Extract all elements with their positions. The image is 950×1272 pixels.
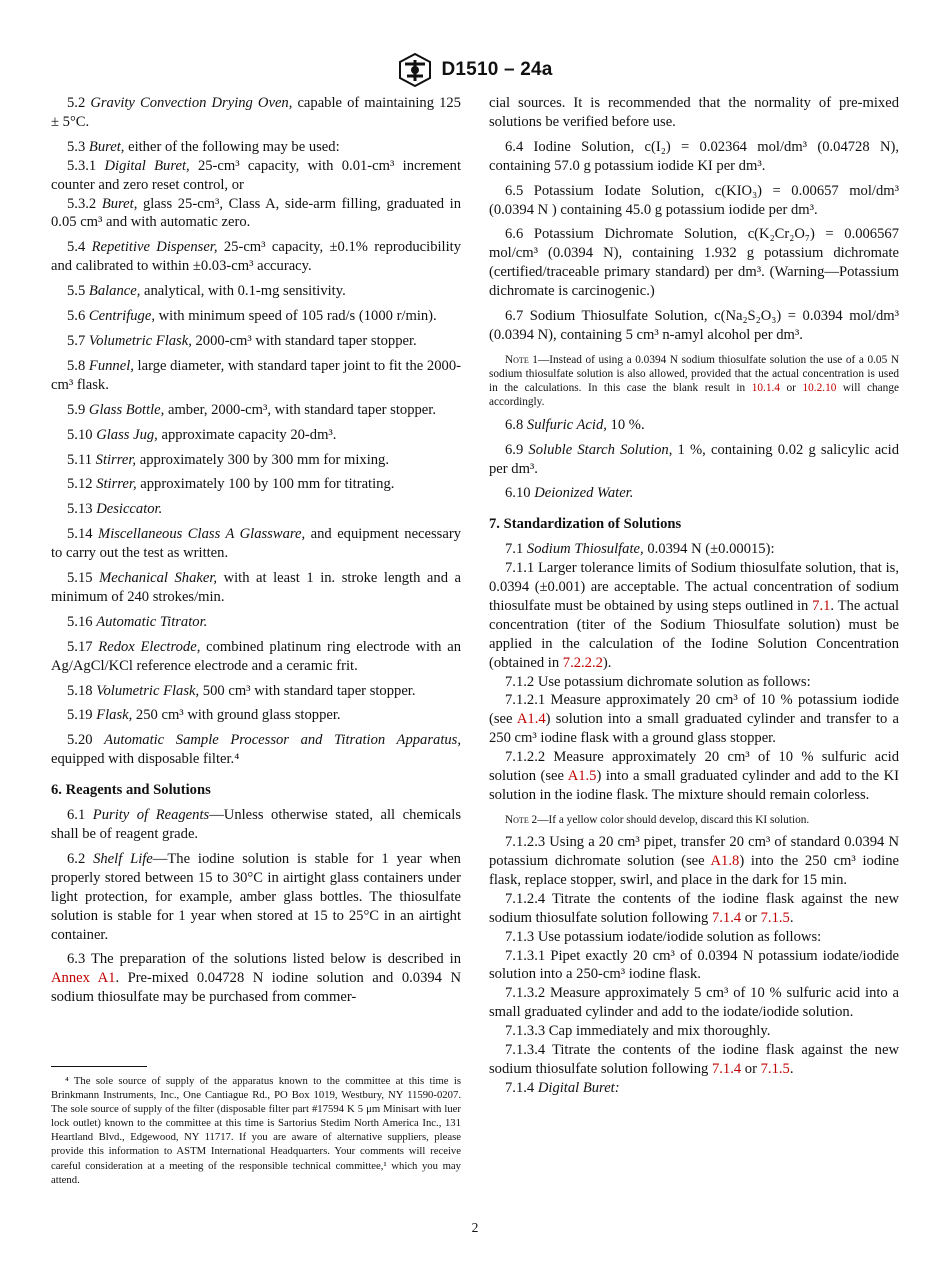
link-10-1-4[interactable]: 10.1.4: [751, 382, 780, 395]
para-6-7: 6.7 Sodium Thiosulfate Solution, c(Na₂S₂O₃) = 0.0394 mol/dm³ (0.0394 N), containing 5 cm³ n-amyl alcohol per dm³.: [489, 308, 899, 343]
page-number: 2: [471, 1220, 479, 1235]
para-6-5: 6.5 Potassium Iodate Solution, c(KIO₃) = 0.00657 mol/dm³ (0.0394 N ) containing 45.0 g potassium iodide per dm³.: [489, 182, 899, 218]
footnote-4: ⁴ The sole source of supply of the apparatus known to the committee at this time is Brinkmann Instruments, Inc., One Cantiague Rd., PO Box 1019, Westbury, NY 11590-0207. The sole source of supply of the filter (disposable filter part #17594 K 5 μm Minisart with luer lock outlet) known to the committee at this time is Sartorius Stedim North America Inc., 131 Heartland Blvd., Edgewood, NY 11717. If you are aware of alternative suppliers, please provide this information to ASTM International Headquarters. Your comments will receive careful consideration at a meeting of the responsible technical committee,¹ which you may attend.: [51, 1075, 461, 1186]
para-5-7: 5.7 Volumetric Flask, 2000-cm³ with standard taper stopper.: [67, 332, 417, 349]
link-7-1-5b[interactable]: 7.1.5: [760, 1060, 790, 1077]
link-a1-8[interactable]: A1.8: [710, 853, 740, 870]
para-7-1-3-3: 7.1.3.3 Cap immediately and mix thoroughly.: [505, 1023, 771, 1040]
para-5-6: 5.6 Centrifuge, with minimum speed of 105 rad/s (1000 r/min).: [67, 308, 437, 325]
para-5-12: 5.12 Stirrer, approximately 100 by 100 mm for titrating.: [67, 476, 395, 493]
link-7-1-4[interactable]: 7.1.4: [711, 909, 742, 926]
para-5-2: 5.2 Gravity Convection Drying Oven, capable of maintaining 125 ± 5°C.: [51, 95, 461, 130]
para-7-1: 7.1 Sodium Thiosulfate, 0.0394 N (±0.00015):: [505, 541, 775, 558]
para-6-4: 6.4 Iodine Solution, c(I₂) = 0.02364 mol/dm³ (0.04728 N), containing 57.0 g potassium iodide KI per dm³.: [489, 138, 899, 174]
link-7-1[interactable]: 7.1: [812, 597, 831, 614]
para-5-18: 5.18 Volumetric Flask, 500 cm³ with standard taper stopper.: [67, 682, 416, 699]
para-5-3-2: 5.3.2 Buret, glass 25-cm³, Class A, side-arm filling, graduated in 0.05 cm³ and with automatic zero.: [51, 195, 462, 231]
para-5-20: 5.20 Automatic Sample Processor and Titration Apparatus, equipped with disposable filter.⁴: [51, 732, 462, 768]
footnote-rule: [51, 1066, 147, 1067]
para-7-1-2-1: 7.1.2.1 Measure approximately 20 cm³ of 10 % potassium iodide (see A1.4) solution into a small graduated cylinder and transfer to a 250 cm³ iodine flask with a ground glass stopper.: [489, 692, 899, 747]
left-column: [51, 94, 461, 1013]
section-6-heading: 6. Reagents and Solutions: [51, 782, 211, 799]
link-a1-4[interactable]: A1.4: [516, 711, 546, 728]
para-5-14: 5.14 Miscellaneous Class A Glassware, and equipment necessary to carry out the test as written.: [51, 526, 461, 562]
para-7-1-3-4: 7.1.3.4 Titrate the contents of the iodine flask against the new sodium thiosulfate solution following 7.1.4 or 7.1.5.: [489, 1042, 899, 1077]
para-6-9: 6.9 Soluble Starch Solution, 1 %, containing 0.02 g salicylic acid per dm³.: [489, 441, 900, 477]
para-5-11: 5.11 Stirrer, approximately 300 by 300 mm for mixing.: [67, 451, 390, 468]
document-id: D1510 – 24a: [441, 59, 553, 80]
para-7-1-2-4: 7.1.2.4 Titrate the contents of the iodine flask against the new sodium thiosulfate solution following 7.1.4 or 7.1.5.: [489, 890, 899, 926]
para-6-2: 6.2 Shelf Life—The iodine solution is stable for 1 year when properly stored between 15 to 30°C in airtight glass containers under light protection, for example, amber glass bottles. The thiosulfate solution is stable for 1 year when stored at 15 to 25°C in an airtight container.: [51, 850, 461, 943]
para-5-4: 5.4 Repetitive Dispenser, 25-cm³ capacity, ±0.1% reproducibility and calibrated to within ±0.03-cm³ accuracy.: [51, 239, 462, 275]
para-7-1-3-2: 7.1.3.2 Measure approximately 5 cm³ of 10 % sulfuric acid into a small graduated cylinder and add to the iodate/iodide solution.: [489, 985, 899, 1021]
para-7-1-1: 7.1.1 Larger tolerance limits of Sodium thiosulfate solution, that is, 0.0394 (±0.001) are acceptable. The actual concentration of sodium thiosulfate must be obtained by using steps outlined in 7.1. The actual concentration (titer of the Sodium Thiosulfate solution) must be applied in the calculation of the Iodine Solution Concentration (obtained in 7.2.2.2).: [489, 560, 899, 671]
para-5-9: 5.9 Glass Bottle, amber, 2000-cm³, with standard taper stopper.: [67, 401, 436, 418]
para-6-6: 6.6 Potassium Dichromate Solution, c(K₂Cr₂O₇) = 0.006567 mol/cm³ (0.0394 N), containing 1.932 g potassium dichromate (certified/traceable primary standard) per dm³. (Warning—Potassium dichromate is carcinogenic.): [489, 226, 899, 300]
para-7-1-4: 7.1.4 Digital Buret:: [505, 1079, 620, 1096]
section-7-heading: 7. Standardization of Solutions: [489, 516, 682, 533]
para-7-1-2: 7.1.2 Use potassium dichromate solution as follows:: [505, 673, 811, 690]
para-6-1: 6.1 Purity of Reagents—Unless otherwise stated, all chemicals shall be of reagent grade.: [51, 807, 461, 842]
link-7-1-5[interactable]: 7.1.5: [760, 909, 790, 926]
link-a1-5[interactable]: A1.5: [567, 768, 597, 785]
para-5-5: 5.5 Balance, analytical, with 0.1-mg sensitivity.: [67, 283, 346, 300]
link-10-2-10[interactable]: 10.2.10: [802, 382, 837, 395]
para-5-10: 5.10 Glass Jug, approximate capacity 20-dm³.: [67, 426, 337, 443]
link-7-2-2-2[interactable]: 7.2.2.2: [562, 654, 603, 671]
para-5-13: 5.13 Desiccator.: [67, 501, 163, 518]
para-5-16: 5.16 Automatic Titrator.: [67, 613, 208, 630]
para-5-19: 5.19 Flask, 250 cm³ with ground glass stopper.: [67, 707, 341, 724]
link-annex-a1[interactable]: Annex A1: [51, 970, 116, 987]
para-7-1-2-3: 7.1.2.3 Using a 20 cm³ pipet, transfer 20 cm³ of standard 0.0394 N potassium dichromate solution (see A1.8) into the 250 cm³ iodine flask, replace stopper, swirl, and place in the dark for 15 min.: [489, 834, 899, 888]
para-5-8: 5.8 Funnel, large diameter, with standard taper joint to fit the 2000-cm³ flask.: [51, 357, 461, 393]
link-7-1-4b[interactable]: 7.1.4: [711, 1060, 742, 1077]
para-5-17: 5.17 Redox Electrode, combined platinum ring electrode with an Ag/AgCl/KCl reference electrode and a ceramic frit.: [51, 638, 461, 674]
para-7-1-3-1: 7.1.3.1 Pipet exactly 20 cm³ of 0.0394 N potassium iodate/iodide solution into a 250-cm³ iodine flask.: [489, 947, 899, 983]
para-7-1-2-2: 7.1.2.2 Measure approximately 20 cm³ of 10 % sulfuric acid solution (see A1.5) into a small graduated cylinder and add to the KI solution in the iodine flask. The mixture should remain colorless.: [489, 749, 899, 803]
right-column: [489, 94, 899, 1098]
para-7-1-3: 7.1.3 Use potassium iodate/iodide solution as follows:: [505, 928, 822, 945]
para-5-15: 5.15 Mechanical Shaker, with at least 1 in. stroke length and a minimum of 240 strokes/min.: [51, 570, 461, 605]
para-6-8: 6.8 Sulfuric Acid, 10 %.: [505, 416, 645, 433]
para-5-3: 5.3 Buret, either of the following may be used:: [67, 138, 340, 155]
note-1: Note 1—Instead of using a 0.0394 N sodium thiosulfate solution the use of a 0.05 N sodium thiosulfate solution is also allowed, provided that the actual concentration is used in the calculations. In this case the blank result in 10.1.4 or 10.2.10 will change accordingly.: [489, 353, 899, 409]
para-6-10: 6.10 Deionized Water.: [505, 485, 634, 502]
para-5-3-1: 5.3.1 Digital Buret, 25-cm³ capacity, with 0.01-cm³ increment counter and zero reset control, or: [51, 157, 462, 193]
para-6-3-cont: cial sources. It is recommended that the normality of pre-mixed solutions be verified before use.: [489, 95, 899, 130]
astm-logo-icon: [397, 53, 433, 87]
page-header: [0, 50, 950, 90]
note-2: Note 2—If a yellow color should develop, discard this KI solution.: [505, 813, 810, 826]
para-6-3: 6.3 The preparation of the solutions listed below is described in Annex A1. Pre-mixed 0.04728 N iodine solution and 0.0394 N sodium thiosulfate may be purchased from commer-: [51, 951, 461, 1006]
